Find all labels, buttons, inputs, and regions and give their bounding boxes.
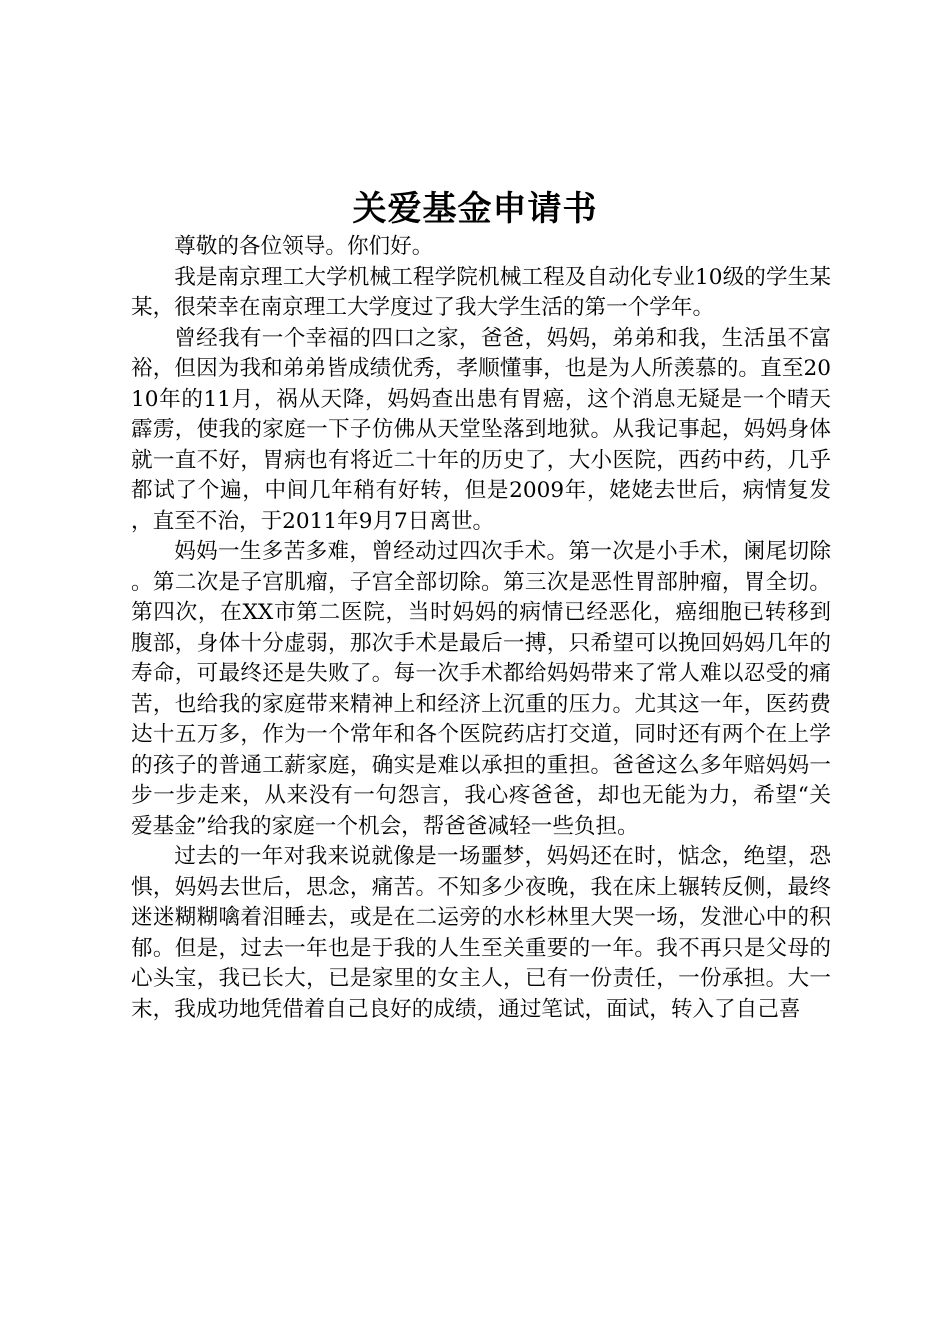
document-body [131,232,831,1025]
paragraph-salutation: 尊敬的各位领导。你们好。 [174,234,434,259]
paragraph-introduction: 我是南京理工大学机械工程学院机械工程及自动化专业10级的学生某某，很荣幸在南京理工大学度过了我大学生活的第一个学年。 [131,264,831,320]
paragraph-past-year: 过去的一年对我来说就像是一场噩梦，妈妈还在时，惦念，绝望，恐惧，妈妈去世后，思念，痛苦。不知多少夜晚，我在床上辗转反侧，最终迷迷糊糊噙着泪睡去，或是在二运旁的水杉林里大哭一场，发泄心中的积郁。但是，过去一年也是于我的人生至关重要的一年。我不再只是父母的心头宝，我已长大，已是家里的女主人，已有一份责任，一份承担。大一末，我成功地凭借着自己良好的成绩，通过笔试，面试，转入了自己喜 [131,844,831,1022]
paragraph-medical-history: 妈妈一生多苦多难，曾经动过四次手术。第一次是小手术，阑尾切除。第二次是子宫肌瘤，子宫全部切除。第三次是恶性胃部肿瘤，胃全切。第四次，在XX市第二医院，当时妈妈的病情已经恶化，癌细胞已转移到腹部，身体十分虚弱，那次手术是最后一搏，只希望可以挽回妈妈几年的寿命，可最终还是失败了。每一次手术都给妈妈带来了常人难以忍受的痛苦，也给我的家庭带来精神上和经济上沉重的压力。尤其这一年，医药费达十五万多，作为一个常年和各个医院药店打交道，同时还有两个在上学的孩子的普通工薪家庭，确实是难以承担的重担。爸爸这么多年赔妈妈一步一步走来，从来没有一句怨言，我心疼爸爸，却也无能为力，希望“关爱基金”给我的家庭一个机会，帮爸爸减轻一些负担。 [131,539,831,839]
document-title: 关爱基金申请书 [352,189,598,229]
paragraph-family-background: 曾经我有一个幸福的四口之家，爸爸，妈妈，弟弟和我，生活虽不富裕，但因为我和弟弟皆成绩优秀，孝顺懂事，也是为人所羡慕的。直至2010年的11月，祸从天降，妈妈查出患有胃癌，这个消息无疑是一个晴天霹雳，使我的家庭一下子仿佛从天堂坠落到地狱。从我记事起，妈妈身体就一直不好，胃病也有将近二十年的历史了，大小医院，西药中药，几乎都试了个遍，中间几年稍有好转，但是2009年，姥姥去世后，病情复发，直至不治，于2011年9月7日离世。 [131,325,831,534]
